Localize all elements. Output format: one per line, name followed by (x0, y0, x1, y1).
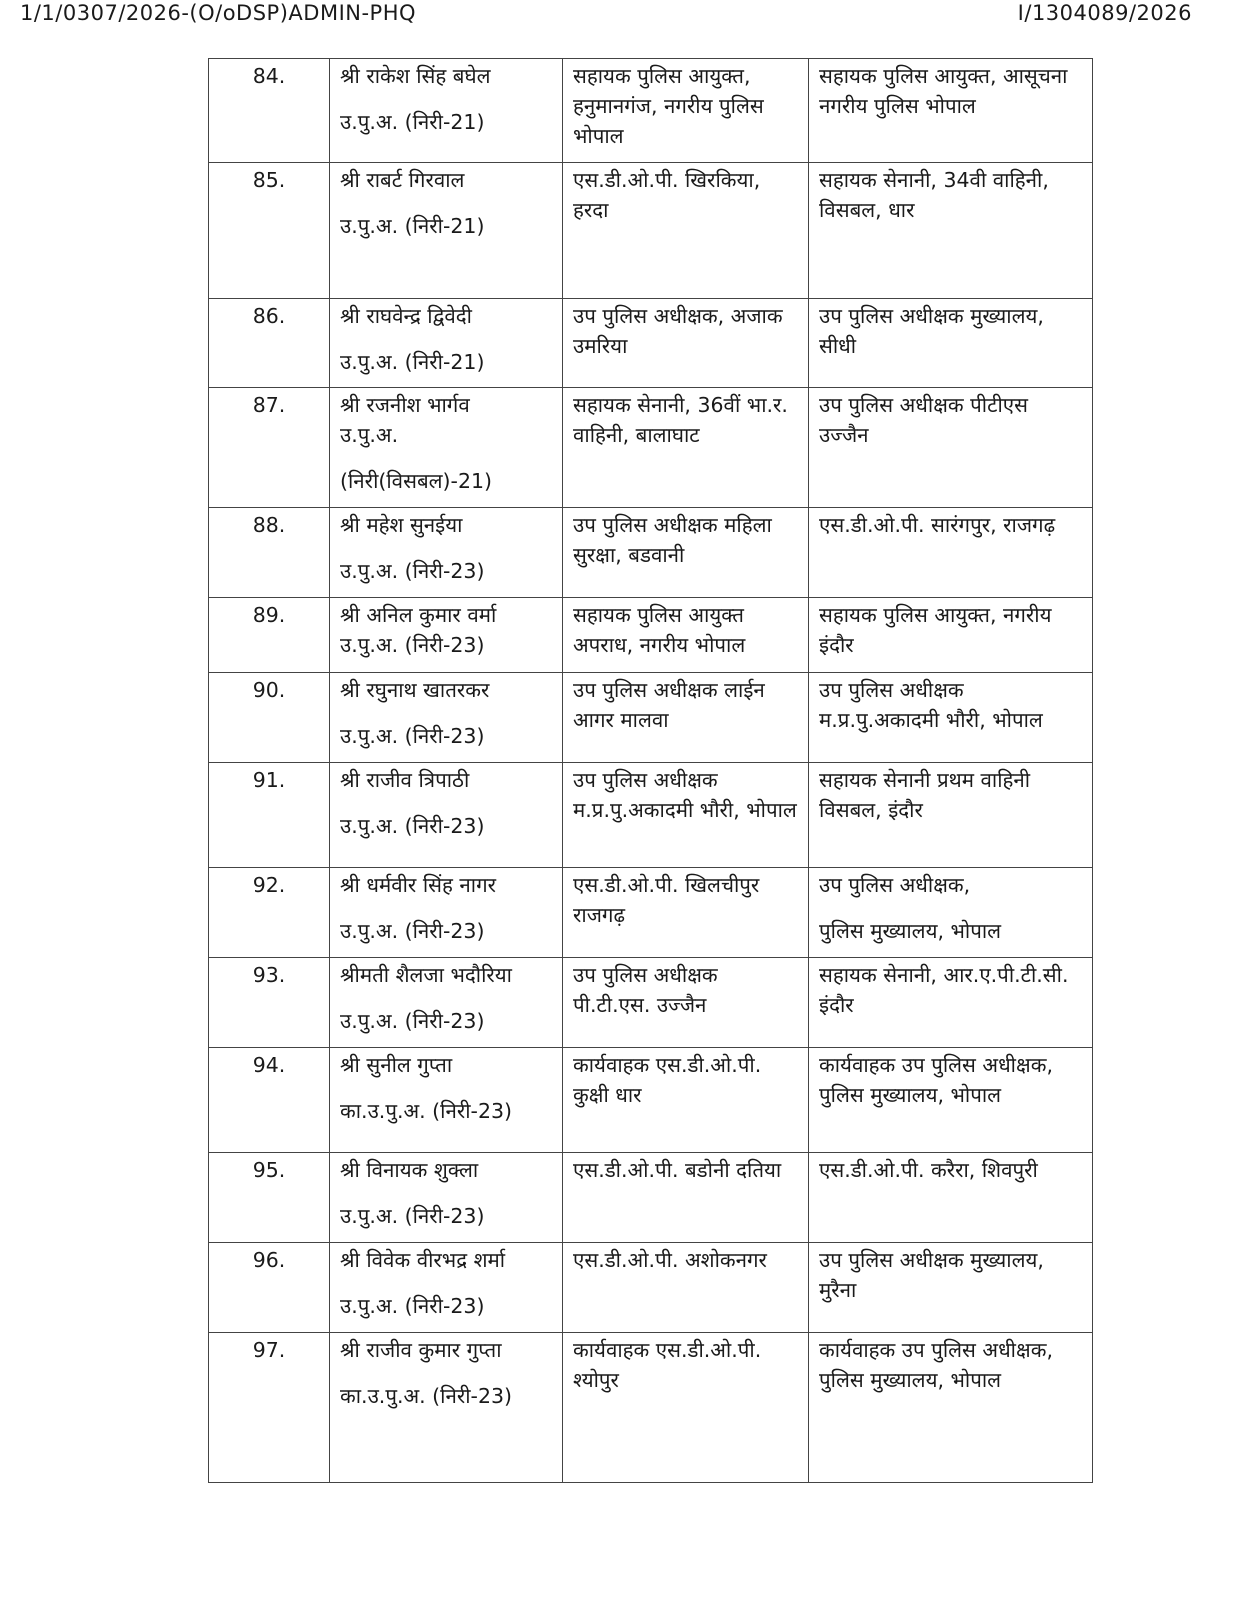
serial-number: 85. (209, 163, 330, 299)
current-posting: कार्यवाहक एस.डी.ओ.पी. कुक्षी धार (563, 1048, 809, 1153)
officer-cell (330, 598, 563, 673)
officer-cell (330, 1333, 563, 1483)
table-row (209, 1333, 1093, 1483)
officer-cell (330, 388, 563, 508)
officer-cell (330, 59, 563, 163)
new-posting: सहायक सेनानी प्रथम वाहिनी विसबल, इंदौर (809, 763, 1093, 868)
new-posting: सहायक पुलिस आयुक्त, नगरीय इंदौर (809, 598, 1093, 673)
new-posting: उप पुलिस अधीक्षक मुख्यालय, मुरैना (809, 1243, 1093, 1333)
table-row (209, 299, 1093, 388)
file-reference-left: 1/1/0307/2026-(O/oDSP)ADMIN-PHQ (20, 1, 417, 25)
file-reference-right: I/1304089/2026 (1017, 1, 1192, 25)
officer-rank: उ.पु.अ. (निरी-21) (340, 350, 485, 374)
officer-name: श्री रजनीश भार्गव (340, 393, 470, 417)
serial-number: 84. (209, 59, 330, 163)
officer-name: श्री विनायक शुक्ला (340, 1158, 479, 1182)
new-posting-cell (809, 868, 1093, 958)
officer-name: श्री रघुनाथ खातरकर (340, 678, 490, 702)
table-row (209, 868, 1093, 958)
officer-rank: उ.पु.अ. (निरी-23) (340, 919, 485, 943)
current-posting: सहायक पुलिस आयुक्त अपराध, नगरीय भोपाल (563, 598, 809, 673)
new-posting: उप पुलिस अधीक्षक, (819, 873, 971, 897)
officer-cell (330, 958, 563, 1048)
officer-rank: का.उ.पु.अ. (निरी-23) (340, 1099, 513, 1123)
officer-name: श्री सुनील गुप्ता (340, 1053, 453, 1077)
new-posting: उप पुलिस अधीक्षक म.प्र.पु.अकादमी भौरी, भोपाल (809, 673, 1093, 763)
serial-number: 94. (209, 1048, 330, 1153)
officer-name: श्री धर्मवीर सिंह नागर (340, 873, 496, 897)
officer-name: श्रीमती शैलजा भदौरिया (340, 963, 512, 987)
officer-rank: उ.पु.अ. (340, 423, 399, 447)
officer-rank: का.उ.पु.अ. (निरी-23) (340, 1384, 513, 1408)
serial-number: 95. (209, 1153, 330, 1243)
new-posting: एस.डी.ओ.पी. करैरा, शिवपुरी (809, 1153, 1093, 1243)
table-row (209, 763, 1093, 868)
officer-cell (330, 763, 563, 868)
serial-number: 86. (209, 299, 330, 388)
table-row (209, 508, 1093, 598)
officer-cell (330, 868, 563, 958)
serial-number: 91. (209, 763, 330, 868)
officer-rank: उ.पु.अ. (निरी-21) (340, 214, 485, 238)
officer-name: श्री अनिल कुमार वर्मा (340, 603, 497, 627)
officer-cell (330, 1153, 563, 1243)
serial-number: 89. (209, 598, 330, 673)
table-row (209, 1048, 1093, 1153)
officer-name: श्री महेश सुनईया (340, 513, 463, 537)
serial-number: 96. (209, 1243, 330, 1333)
new-posting: उप पुलिस अधीक्षक मुख्यालय, सीधी (809, 299, 1093, 388)
officer-name: श्री राजीव कुमार गुप्ता (340, 1338, 502, 1362)
serial-number: 93. (209, 958, 330, 1048)
current-posting: एस.डी.ओ.पी. बडोनी दतिया (563, 1153, 809, 1243)
table-row (209, 673, 1093, 763)
current-posting: उप पुलिस अधीक्षक लाईन आगर मालवा (563, 673, 809, 763)
serial-number: 90. (209, 673, 330, 763)
officer-rank: उ.पु.अ. (निरी-21) (340, 110, 485, 134)
serial-number: 97. (209, 1333, 330, 1483)
officer-rank-detail: (निरी(विसबल)-21) (340, 469, 493, 493)
new-posting: सहायक पुलिस आयुक्त, आसूचना नगरीय पुलिस भोपाल (809, 59, 1093, 163)
table-row (209, 1243, 1093, 1333)
officer-rank: उ.पु.अ. (निरी-23) (340, 1009, 485, 1033)
officer-rank: उ.पु.अ. (निरी-23) (340, 724, 485, 748)
current-posting: एस.डी.ओ.पी. खिरकिया, हरदा (563, 163, 809, 299)
serial-number: 88. (209, 508, 330, 598)
current-posting: सहायक सेनानी, 36वीं भा.र. वाहिनी, बालाघाट (563, 388, 809, 508)
officer-rank: उ.पु.अ. (निरी-23) (340, 814, 485, 838)
current-posting: कार्यवाहक एस.डी.ओ.पी. श्योपुर (563, 1333, 809, 1483)
current-posting: उप पुलिस अधीक्षक म.प्र.पु.अकादमी भौरी, भोपाल (563, 763, 809, 868)
officer-cell (330, 673, 563, 763)
current-posting: उप पुलिस अधीक्षक, अजाक उमरिया (563, 299, 809, 388)
table-row (209, 388, 1093, 508)
transfer-table (208, 58, 1093, 1483)
serial-number: 87. (209, 388, 330, 508)
officer-rank: उ.पु.अ. (निरी-23) (340, 633, 485, 657)
new-posting: सहायक सेनानी, 34वी वाहिनी, विसबल, धार (809, 163, 1093, 299)
current-posting: उप पुलिस अधीक्षक महिला सुरक्षा, बडवानी (563, 508, 809, 598)
officer-rank: उ.पु.अ. (निरी-23) (340, 559, 485, 583)
officer-name: श्री विवेक वीरभद्र शर्मा (340, 1248, 506, 1272)
officer-name: श्री राबर्ट गिरवाल (340, 168, 465, 192)
new-posting: सहायक सेनानी, आर.ए.पी.टी.सी. इंदौर (809, 958, 1093, 1048)
officer-cell (330, 508, 563, 598)
table-row (209, 59, 1093, 163)
officer-cell (330, 163, 563, 299)
new-posting-office: पुलिस मुख्यालय, भोपाल (819, 919, 1002, 943)
table-row (209, 598, 1093, 673)
table-row (209, 163, 1093, 299)
current-posting: सहायक पुलिस आयुक्त, हनुमानगंज, नगरीय पुलिस भोपाल (563, 59, 809, 163)
table-row (209, 958, 1093, 1048)
officer-cell (330, 299, 563, 388)
officer-name: श्री राजीव त्रिपाठी (340, 768, 470, 792)
officer-rank: उ.पु.अ. (निरी-23) (340, 1294, 485, 1318)
officer-rank: उ.पु.अ. (निरी-23) (340, 1204, 485, 1228)
officer-cell (330, 1048, 563, 1153)
officer-name: श्री राकेश सिंह बघेल (340, 64, 491, 88)
officer-cell (330, 1243, 563, 1333)
new-posting: उप पुलिस अधीक्षक पीटीएस उज्जैन (809, 388, 1093, 508)
new-posting: कार्यवाहक उप पुलिस अधीक्षक, पुलिस मुख्यालय, भोपाल (809, 1048, 1093, 1153)
table-row (209, 1153, 1093, 1243)
new-posting: कार्यवाहक उप पुलिस अधीक्षक, पुलिस मुख्यालय, भोपाल (809, 1333, 1093, 1483)
serial-number: 92. (209, 868, 330, 958)
current-posting: एस.डी.ओ.पी. अशोकनगर (563, 1243, 809, 1333)
officer-name: श्री राघवेन्द्र द्विवेदी (340, 304, 472, 328)
current-posting: उप पुलिस अधीक्षक पी.टी.एस. उज्जैन (563, 958, 809, 1048)
new-posting: एस.डी.ओ.पी. सारंगपुर, राजगढ़ (809, 508, 1093, 598)
current-posting: एस.डी.ओ.पी. खिलचीपुर राजगढ़ (563, 868, 809, 958)
